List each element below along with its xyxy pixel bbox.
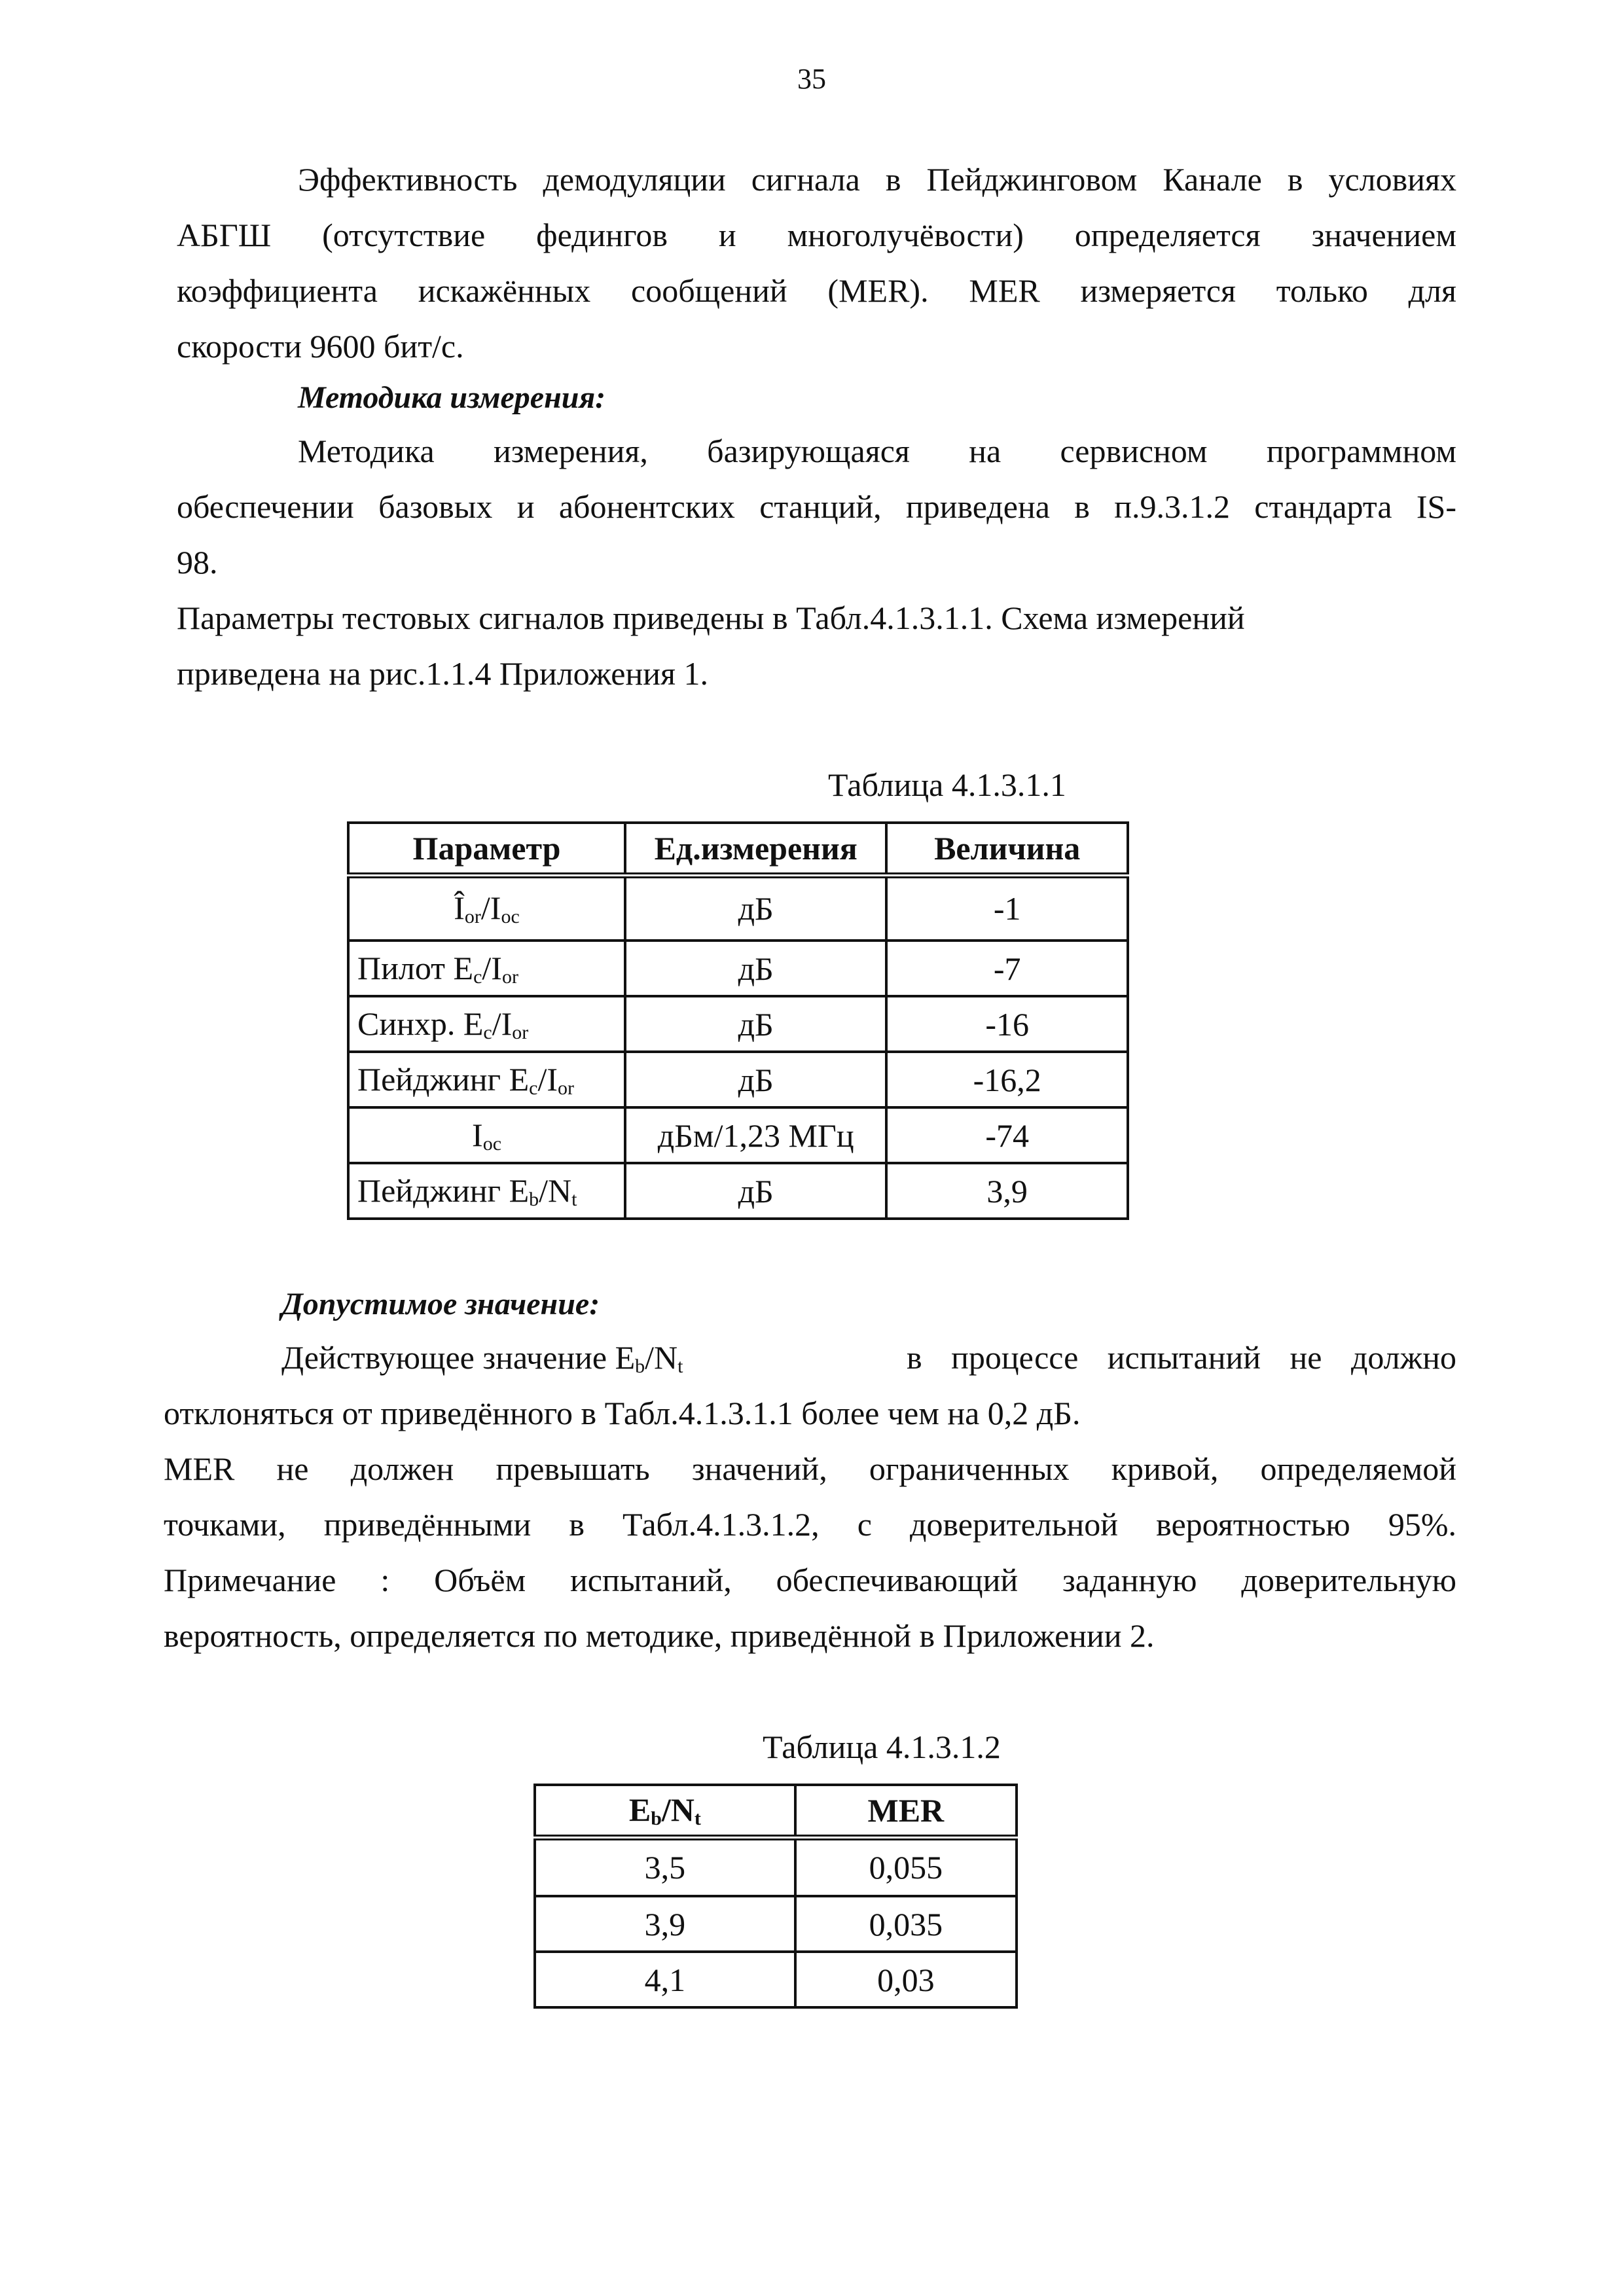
table1-cell-unit: дБ (625, 1052, 886, 1107)
table1-cell-unit: дБм/1,23 МГц (625, 1107, 886, 1163)
table-row (535, 1896, 1017, 1952)
allowed-line-6: вероятность, определяется по методике, приведённой в Приложении 2. (164, 1617, 1155, 1654)
allowed-line-2: отклоняться от приведённого в Табл.4.1.3.1.1 более чем на 0,2 дБ. (164, 1395, 1081, 1431)
table2-caption: Таблица 4.1.3.1.2 (763, 1729, 1001, 1765)
page-number: 35 (797, 63, 826, 95)
intro-line-1: Эффективность демодуляции сигнала в Пейджинговом Канале в условиях (298, 161, 1456, 198)
table2-header-ebnt: $E_b/N_t$ (535, 1785, 795, 1837)
table1-cell-param: $I_{oc}$ (348, 1107, 625, 1163)
table1-header-value: Величина (886, 823, 1128, 875)
method-line-1: Методика измерения, базирующаяся на сервисном программном (298, 433, 1456, 469)
table1-cell-unit: дБ (625, 875, 886, 941)
allowed-heading: Допустимое значение: (281, 1287, 600, 1321)
method-line-5: приведена на рис.1.1.4 Приложения 1. (177, 655, 709, 692)
table2-cell-ebnt: 4,1 (535, 1952, 795, 2007)
allowed-line-1 (281, 1338, 1456, 1378)
table1-cell-unit: дБ (625, 1163, 886, 1219)
table-row (348, 1052, 1128, 1107)
table1-cell-value: 3,9 (886, 1163, 1128, 1219)
intro-line-4: скорости 9600 бит/с. (177, 328, 464, 365)
table1-cell-param: $Î_{or}/I_{oc}$ (348, 875, 625, 941)
method-line-2: обеспечении базовых и абонентских станций, приведена в п.9.3.1.2 стандарта IS- (177, 488, 1456, 525)
allowed-line-1-start: Действующее значение $E_b/N_t$ (281, 1339, 683, 1377)
table-4-1-3-1-1 (347, 821, 1129, 1220)
table2-cell-mer: 0,035 (795, 1896, 1017, 1952)
table1-cell-param: Пейджинг $E_c/I_{or}$ (348, 1052, 625, 1107)
intro-line-3: коэффициента искажённых сообщений (MER). MER измеряется только для (177, 272, 1456, 309)
allowed-line-1-end: в процессе испытаний не должно (907, 1339, 1456, 1376)
table1-cell-param: Синхр. $E_c/I_{or}$ (348, 996, 625, 1052)
table-row (348, 996, 1128, 1052)
table-4-1-3-1-2 (533, 1784, 1018, 2009)
table1-caption: Таблица 4.1.3.1.1 (828, 766, 1066, 803)
allowed-line-3: MER не должен превышать значений, ограниченных кривой, определяемой (164, 1450, 1456, 1487)
method-line-4: Параметры тестовых сигналов приведены в Табл.4.1.3.1.1. Схема измерений (177, 600, 1245, 636)
table2-cell-ebnt: 3,9 (535, 1896, 795, 1952)
table1-cell-value: -74 (886, 1107, 1128, 1163)
table-row (348, 1107, 1128, 1163)
table-row (535, 1952, 1017, 2007)
table1-cell-value: -1 (886, 875, 1128, 941)
table2-cell-mer: 0,055 (795, 1837, 1017, 1896)
allowed-line-5: Примечание : Объём испытаний, обеспечивающий заданную доверительную (164, 1562, 1456, 1598)
table2-header-mer: MER (795, 1785, 1017, 1837)
table1-cell-unit: дБ (625, 996, 886, 1052)
allowed-line-4: точками, приведёнными в Табл.4.1.3.1.2, с доверительной вероятностью 95%. (164, 1506, 1456, 1543)
table-row (348, 941, 1128, 996)
intro-line-2: АБГШ (отсутствие федингов и многолучёвости) определяется значением (177, 217, 1456, 253)
table2-cell-mer: 0,03 (795, 1952, 1017, 2007)
method-heading: Методика измерения: (298, 380, 606, 415)
table-row (535, 1837, 1017, 1896)
table1-header-param: Параметр (348, 823, 625, 875)
table1-header-unit: Ед.измерения (625, 823, 886, 875)
table-row (348, 1163, 1128, 1219)
table1-cell-value: -7 (886, 941, 1128, 996)
table-row (348, 875, 1128, 941)
table1-cell-unit: дБ (625, 941, 886, 996)
table1-cell-value: -16 (886, 996, 1128, 1052)
table1-cell-param: Пилот $E_c/I_{or}$ (348, 941, 625, 996)
method-line-3: 98. (177, 544, 218, 581)
table1-cell-param: Пейджинг $E_b/N_t$ (348, 1163, 625, 1219)
table2-cell-ebnt: 3,5 (535, 1837, 795, 1896)
table1-cell-value: -16,2 (886, 1052, 1128, 1107)
